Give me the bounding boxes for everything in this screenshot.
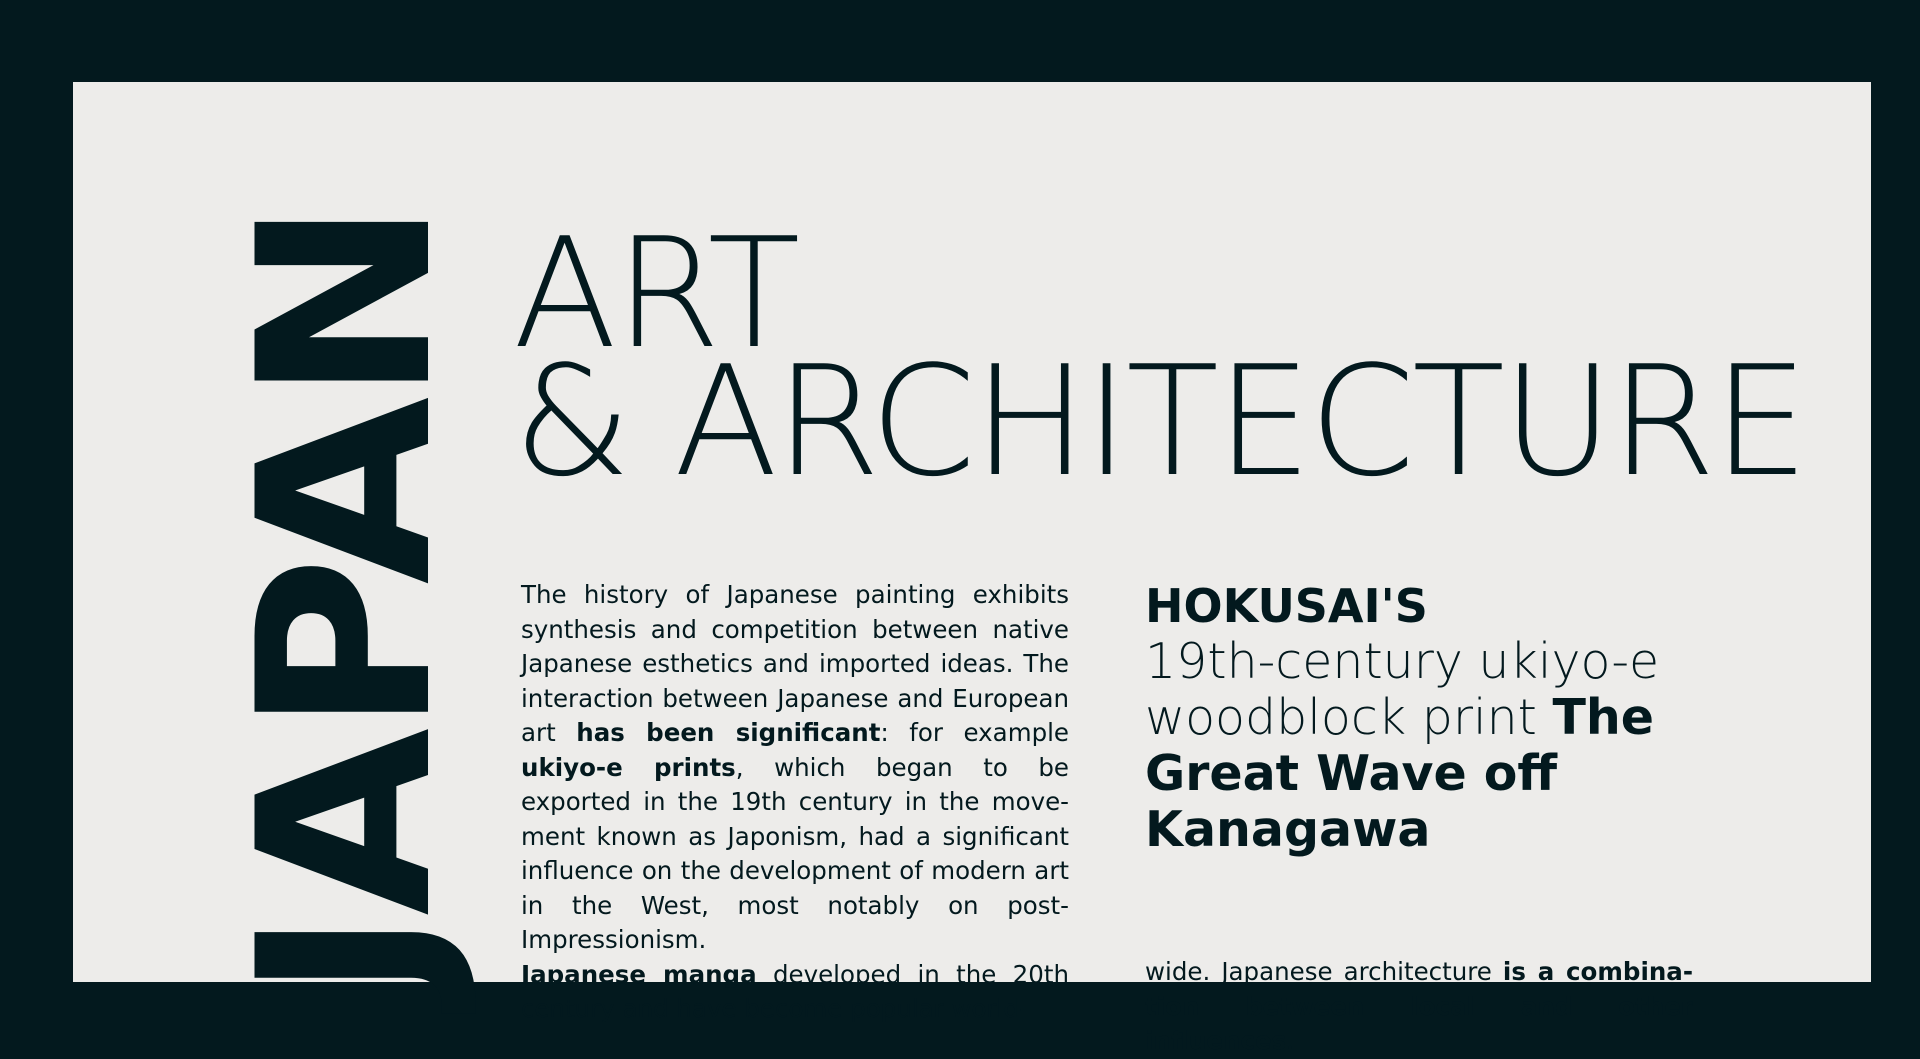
feature-block: [1145, 578, 1745, 858]
page-heading: [513, 205, 1806, 510]
feature-name: HOKUSAI'S: [1145, 579, 1428, 633]
right-text-column: [1145, 955, 1693, 1059]
text-run: , which began to be exported in the 19th century in the movement known as Japonism, had a significant influence on the development of modern art in the West, most notably on post-Impressionism.: [521, 752, 1070, 954]
paragraph-history: [521, 578, 1069, 958]
bold-run: has been significant: [576, 718, 881, 747]
left-text-column: [521, 578, 1069, 1027]
text-run: developed in the 20th century and have become popular world-: [521, 959, 1069, 1023]
feature-bold-text: The Great Wave off Kanagawa: [1145, 689, 1654, 858]
text-run: : for example: [880, 718, 1069, 747]
text-run: wide. Japanese architecture: [1145, 957, 1503, 986]
paragraph-manga: [521, 958, 1069, 1027]
heading-line-1: ART: [513, 205, 799, 382]
text-run: .: [1286, 1026, 1295, 1055]
bold-run: is a combina-tion between local and other influences: [1145, 957, 1693, 1055]
heading-line-2: & ARCHITECTURE: [513, 333, 1806, 510]
bold-run: ukiyo-e prints: [521, 752, 736, 782]
text-run: The history of Japanese painting exhibits synthesis and competition between native Japanese esthetics and imported ideas. The interaction between Japanese and European art: [521, 580, 1069, 747]
bold-run: Japanese manga: [521, 959, 757, 989]
poster-card: [73, 82, 1871, 1055]
vertical-title: JAPAN: [208, 205, 485, 1000]
feature-light-text: 19th-century ukiyo-e woodblock print: [1145, 633, 1660, 746]
